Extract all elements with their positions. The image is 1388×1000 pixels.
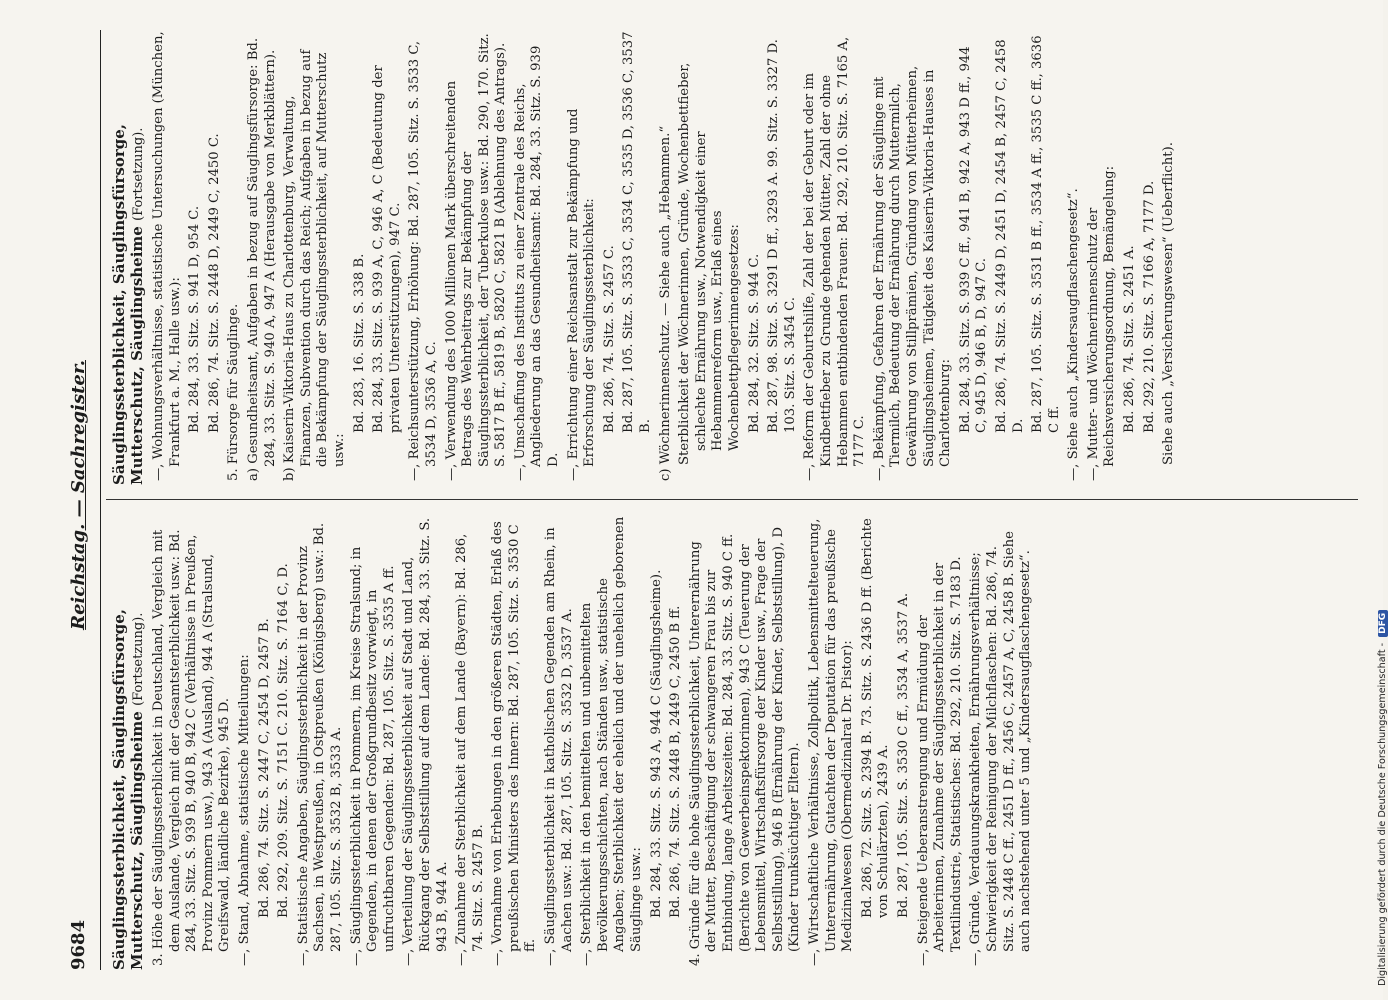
index-entry: Bd. 284, 32. Sitz. S. 944 C. — [746, 253, 762, 433]
left-column-heading — [110, 515, 148, 970]
right-heading-cont: (Fortsetzung). — [131, 127, 146, 221]
left-entries — [151, 515, 1035, 970]
dfg-badge: DFG — [1378, 610, 1388, 637]
page-header — [58, 30, 98, 970]
index-entry: b) Kaiserin-Viktoria-Haus zu Charlottenburg, Verwaltung, Finanzen, Subvention durch das Reich; Aufgaben in bezug auf die Bekämpfung der Säuglingssterblichkeit, auf Mutterschutz usw.: — [282, 49, 347, 481]
index-entry: —, Umschaffung des Instituts zu einer Zentrale des Reichs, Angliederung an das Gesundheitsamt: Bd. 284, 33. Sitz. S. 939 D. — [512, 45, 562, 481]
index-entry: a) Gesundheitsamt, Aufgaben in bezug auf Säuglingsfürsorge: Bd. 284, 33. Sitz. S. 940 A, 947 A (Herausgabe von Merkblättern). — [245, 37, 278, 481]
index-entry: Bd. 286, 74. Sitz. S. 2447 C, 2454 D, 2457 B. — [256, 618, 272, 918]
index-entry: Bd. 286, 74. Sitz. S. 2457 C. — [601, 245, 617, 433]
right-column — [110, 30, 1181, 485]
index-entry: —, Wirtschaftliche Verhältnisse, Zollpolitik, Lebensmittelteuerung, Unterernährung, Gutachten der Deputation für das preußische Medizinalwesen (Obermedizinalrat Dr. Pistor): — [806, 518, 856, 966]
index-entry: Bd. 286, 74. Sitz. S. 2449 D, 2451 D, 2454 B, 2457 C, 2458 D. — [993, 39, 1026, 433]
index-entry: —, Reform der Geburtshilfe, Zahl der bei der Geburt oder im Kindbettfieber zu Grunde gehenden Mütter, Zahl der ohne Hebammen entbindenden Frauen: Bd. 292, 210. Sitz. S. 7165 A, 7177 C. — [802, 36, 868, 481]
index-entry: —, Sterblichkeit in den bemittelten und unbemittelten Bevölkerungsschichten, nach Ständen usw., statistische Angaben; Sterblichkeit der ehelich und der unehelich geborenen Säuglinge usw.: — [579, 516, 645, 966]
index-entry: Bd. 286, 74. Sitz. S. 2448 D, 2449 C, 2450 C. — [206, 133, 222, 433]
index-entry: Bd. 284, 33. Sitz. S. 939 C ff., 941 B, 942 A, 943 D ff., 944 C, 945 D, 946 B, D, 947 C. — [957, 46, 990, 433]
index-entry: Sterblichkeit der Wöchnerinnen, Gründe, Wochenbettfieber, schlechte Ernährung usw., Notwendigkeit einer Hebammenreform usw., Erlaß eines Wochenbettpflegerinnengesetzes: — [677, 62, 742, 465]
index-entry: —, Siehe auch „Kindersaugflaschengesetz“. — [1066, 188, 1082, 481]
index-entry: —, Statistische Angaben, Säuglingssterblichkeit in der Provinz Sachsen, in Westpreußen, in Ostpreußen (Königsberg) usw.: Bd. 287, 105. Sitz. S. 3532 B, 3533 A. — [295, 522, 344, 966]
index-entry: Bd. 283, 16. Sitz. S. 338 B. — [351, 253, 367, 433]
index-entry: —, Mutter- und Wöchnerinnenschutz der Reichsversicherungsordnung, Bemängelung: — [1085, 165, 1118, 481]
index-entry: —, Steigende Ueberanstrengung und Ermüdung der Arbeiterinnen, Zunahme der Säuglingssterblichkeit in der Textilindustrie, Statistisches: Bd. 292, 210. Sitz. S. 7183 D. — [915, 556, 964, 966]
digitization-note-text: Digitalisierung gefördert durch die Deutsche Forschungsgemeinschaft - — [1377, 642, 1388, 986]
index-entry: Bd. 287, 105. Sitz. S. 3531 B ff., 3534 A ff., 3535 C ff., 3636 C ff. — [1030, 35, 1062, 433]
digitization-note — [1363, 14, 1388, 986]
index-entry: —, Bekämpfung, Gefahren der Ernährung der Säuglinge mit Tiermilch, Bedeutung der Ernährung durch Muttermilch, Gewährung von Stillprämien, Gründung von Mütterheimen, Säuglingsheimen, Tätigkeit des Kaiserin-Viktoria-Hauses in Charlottenburg: — [871, 65, 954, 481]
index-entry: —, Vornahme von Erhebungen in den größeren Städten, Erlaß des preußischen Ministers des Innern: Bd. 287, 105. Sitz. S. 3530 C ff. — [490, 521, 539, 966]
header-rule — [100, 30, 101, 970]
index-entry: —, Wohnungsverhältnisse, statistische Untersuchungen (München, Frankfurt a. M., Halle usw.): — [151, 31, 183, 481]
index-entry: 3. Höhe der Säuglingssterblichkeit in Deutschland, Vergleich mit dem Auslande, Vergleich mit der Gesamtsterblichkeit usw.: Bd. 284, 33. Sitz. S. 939 B, 940 B, 942 C (Verhältnisse in Preußen, Provinz Pommern usw.), 943 A (Ausland), 944 A (Stralsund, Greifswald, ländliche Bezirke), 945 D. — [151, 529, 233, 966]
index-entry: —, Stand, Abnahme, statistische Mitteilungen: — [236, 654, 252, 966]
left-heading-text: Säuglingssterblichkeit, Säuglingsfürsorge, Mutterschutz, Säuglingsheime — [110, 609, 146, 970]
left-heading-cont: (Fortsetzung). — [131, 612, 146, 706]
index-entry: Bd. 286, 74. Sitz. S. 2451 A. — [1122, 245, 1138, 433]
column-divider — [106, 499, 1358, 500]
index-entry: 4. Gründe für die hohe Säuglingssterblichkeit, Unterernährung der Mutter, Beschäftigung der schwangeren Frau bis zur Entbindung, lange Arbeitszeiten: Bd. 284, 33. Sitz. S. 940 C ff. (Berichte von Gewerbeinspektorinnen), 943 C (Teuerung der Lebensmittel, Wirtschaftsfürsorge der Kinder usw., Frage der Selbststillung), 946 B (Ernährung der Kinder, Selbststillung), D (Kinder trunksüchtiger Eltern). — [687, 527, 803, 966]
index-entry: —, Säuglingssterblichkeit in Pommern, im Kreise Stralsund; in Gegenden, in denen der Großgrundbesitz vorwiegt, in unfruchtbaren Gegenden: Bd. 287, 105. Sitz. S. 3535 A ff. — [348, 546, 397, 966]
index-entry: Bd. 292, 210. Sitz. S. 7166 A, 7177 D. — [1141, 180, 1157, 433]
page-number: 9684 — [67, 919, 89, 970]
index-entry: —, Reichsunterstützung, Erhöhung: Bd. 287, 105. Sitz. S. 3533 C, 3534 D, 3536 A, C. — [407, 40, 439, 481]
index-entry: 5. Fürsorge für Säuglinge. — [226, 303, 242, 481]
index-entry: Bd. 292, 209. Sitz. S. 7151 C. 210. Sitz. S. 7164 C, D. — [276, 563, 292, 918]
right-column-heading — [110, 30, 148, 485]
index-entry: Bd. 286, 74. Sitz. S. 2448 B, 2449 C, 2450 B ff. — [668, 605, 684, 918]
index-entry: Siehe auch „Versicherungswesen“ (Ueberflicht). — [1161, 142, 1177, 465]
rotated-content — [58, 0, 1378, 1000]
index-entry: —, Verteilung der Säuglingssterblichkeit auf Stadt und Land, Rückgang der Selbststillung auf dem Lande: Bd. 284, 33. Sitz. S. 943 B, 944 A. — [401, 517, 450, 966]
right-heading-text: Säuglingssterblichkeit, Säuglingsfürsorge, Mutterschutz, Säuglingsheime — [110, 124, 146, 485]
index-entry: —, Errichtung einer Reichsanstalt zur Bekämpfung und Erforschung der Säuglingssterblichkeit: — [565, 108, 598, 481]
index-entry: —, Gründe, Verdauungskrankheiten, Ernährungsverhältnisse; Schwierigkeit der Reinigung der Milchflaschen: Bd. 286, 74. Sitz. S. 2448 C ff., 2451 D ff., 2456 C, 2457 A, C, 2458 B. Siehe auch nachstehend unter 5 und „Kindersaugflaschengesetz“. — [968, 531, 1034, 966]
index-entry: Bd. 287, 105. Sitz. S. 3533 C, 3534 C, 3535 D, 3536 C, 3537 B. — [621, 31, 654, 433]
right-entries — [151, 30, 1178, 485]
index-entry: Bd. 284, 33. Sitz. S. 939 A, C, 946 A, C (Bedeutung der privaten Unterstützungen), 947 C. — [371, 65, 403, 433]
running-head: Reichstag. — Sachregister. — [67, 360, 89, 630]
index-entry: —, Zunahme der Sterblichkeit auf dem Lande (Bayern): Bd. 286, 74. Sitz. S. 2457 B. — [454, 533, 486, 966]
index-entry: Bd. 286, 72. Sitz. S. 2394 B. 73. Sitz. S. 2436 D ff. (Berichte von Schulärzten), 2439 A. — [859, 518, 892, 918]
index-entry: Bd. 287, 98. Sitz. S. 3291 D ff., 3293 A. 99. Sitz. S. 3327 D. 103. Sitz. S. 3454 C. — [766, 39, 798, 433]
index-entry: —, Verwendung des 1000 Millionen Mark überschreitenden Betrags des Wehrbeitrags zur Bekämpfung der Säuglingssterblichkeit, der Tuberkulose usw.: Bd. 290, 170. Sitz. S. 5817 B ff., 5819 B, 5820 C, 5821 B (Ablehnung des Antrags). — [443, 33, 509, 481]
index-entry: Bd. 284, 33. Sitz. S. 943 A, 944 C (Säuglingsheime). — [648, 569, 664, 918]
index-entry: Bd. 287, 105. Sitz. S. 3530 C ff., 3534 A, 3537 A. — [895, 592, 911, 918]
index-entry: c) Wöchnerinnenschutz. — Siehe auch „Hebammen.“ — [657, 125, 673, 481]
index-entry: —, Säuglingssterblichkeit in katholischen Gegenden am Rhein, in Aachen usw.: Bd. 287, 105. Sitz. S. 3532 D, 3537 A. — [543, 527, 575, 966]
index-entry: Bd. 284, 33. Sitz. S. 941 D, 954 C. — [187, 205, 203, 433]
left-column — [110, 515, 1038, 970]
